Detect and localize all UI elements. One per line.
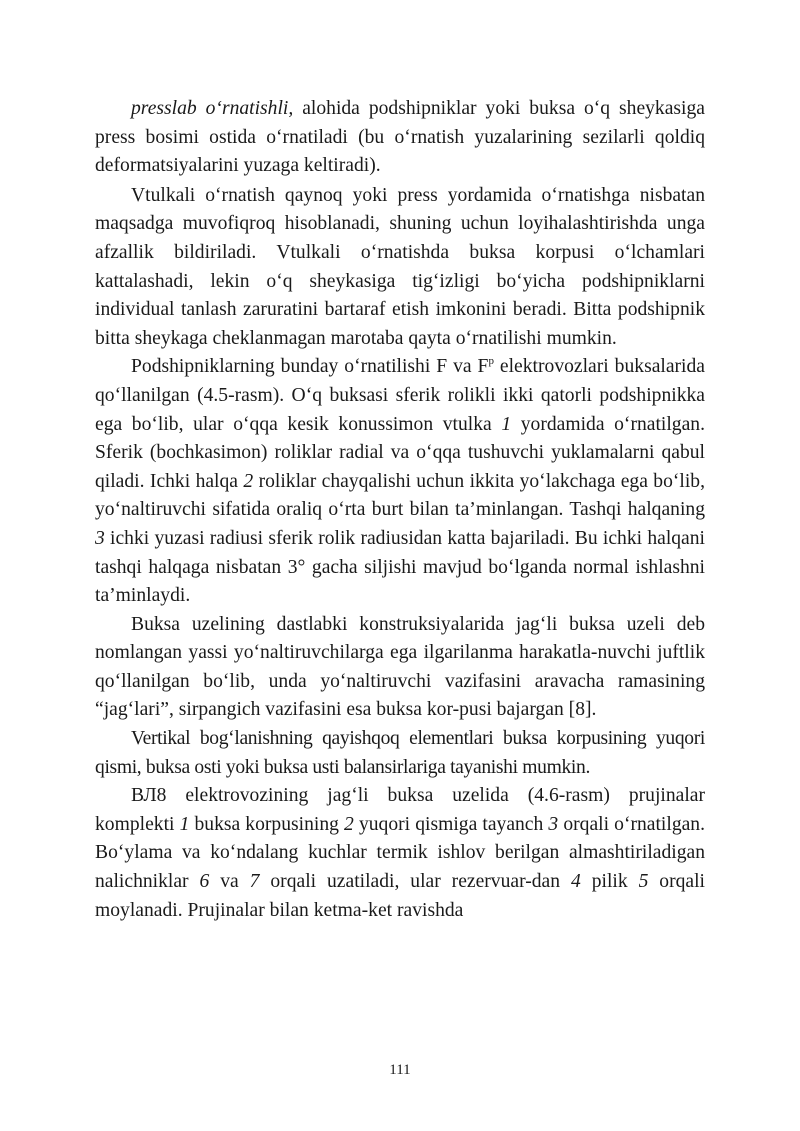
italic-term: presslab o‘rnatishli, [131,98,294,119]
paragraph-1: presslab o‘rnatishli, alohida podshipniklar yoki buksa o‘q sheykasiga press bosimi ostida o‘rnatiladi (bu o‘rnatish yuzalarining sezilarli qoldiq deformatsiyalarini yuzaga keltiradi). [95,98,705,177]
superscript-r: р [488,355,494,368]
page-body [95,95,705,925]
paragraph-2: Vtulkali o‘rnatish qaynoq yoki press yordamida o‘rnatishga nisbatan maqsadga muvofiqroq hisoblanadi, shuning uchun loyihalashtirishda unga afzallik bildiriladi. Vtulkali o‘rnatishda buksa korpusi o‘lchamlari kattalashadi, lekin o‘q sheykasiga tig‘izligi bo‘yicha podshipniklarni individual tanlash zaruratini bartaraf etish imkonini beradi. Bitta podshipnik bitta sheykaga cheklanmagan marotaba qayta o‘rnatilishi mumkin. [95,184,705,349]
paragraph-4: Buksa uzelining dastlabki konstruksiyalarida jag‘li buksa uzeli deb nomlangan yassi yo‘naltiruvchilarga ega ilgarilanma harakatla-nuvchi juftlik qo‘llanilgan bo‘lib, unda yo‘naltiruvchi vazifasini aravacha ramasining “jag‘lari”, sirpangich vazifasini esa buksa kor-pusi bajargan [8]. [95,613,705,721]
paragraph-3: Podshipniklarning bunday o‘rnatilishi F va $F^р$ elektrovozlari buksalarida qo‘llanilgan (4.5-rasm). O‘q buksasi sferik rolikli ikki qatorli podshipnikka ega bo‘lib, ular o‘qqa kesik konussimon vtulka 1 yordamida o‘rnatilgan. Sferik (bochkasimon) roliklar radial va o‘qqa tushuvchi yuklamalarni qabul qiladi. Ichki halqa 2 roliklar chayqalishi uchun ikkita yo‘lakchaga ega bo‘lib, yo‘naltiruvchi sifatida oraliq o‘rta burt bilan ta’minlangan. Tashqi halqaning 3 ichki yuzasi radiusi sferik rolik radiusidan katta bajariladi. Bu ichki halqani tashqi halqaga nisbatan 3° gacha siljishi mavjud bo‘lganda normal ishlashni ta’minlaydi. [95,355,706,607]
page-number: 111 [389,1062,411,1078]
paragraph-5: Vertikal bog‘lanishning qayishqoq elementlari buksa korpusining yuqori qismi, buksa osti yoki buksa usti balansirlariga tayanishi mumkin. [95,728,705,778]
paragraph-6: ВЛ8 elektrovozining jag‘li buksa uzelida (4.6-rasm) prujinalar komplekti 1 buksa korpusining 2 yuqori qismiga tayanch 3 orqali o‘rnatilgan. Bo‘ylama va ko‘ndalang kuchlar termik ishlov berilgan almashtiriladigan nalichniklar 6 va 7 orqali uzatiladi, ular rezervuar-dan 4 pilik 5 orqali moylanadi. Prujinalar bilan ketma-ket ravishda [95,785,706,921]
